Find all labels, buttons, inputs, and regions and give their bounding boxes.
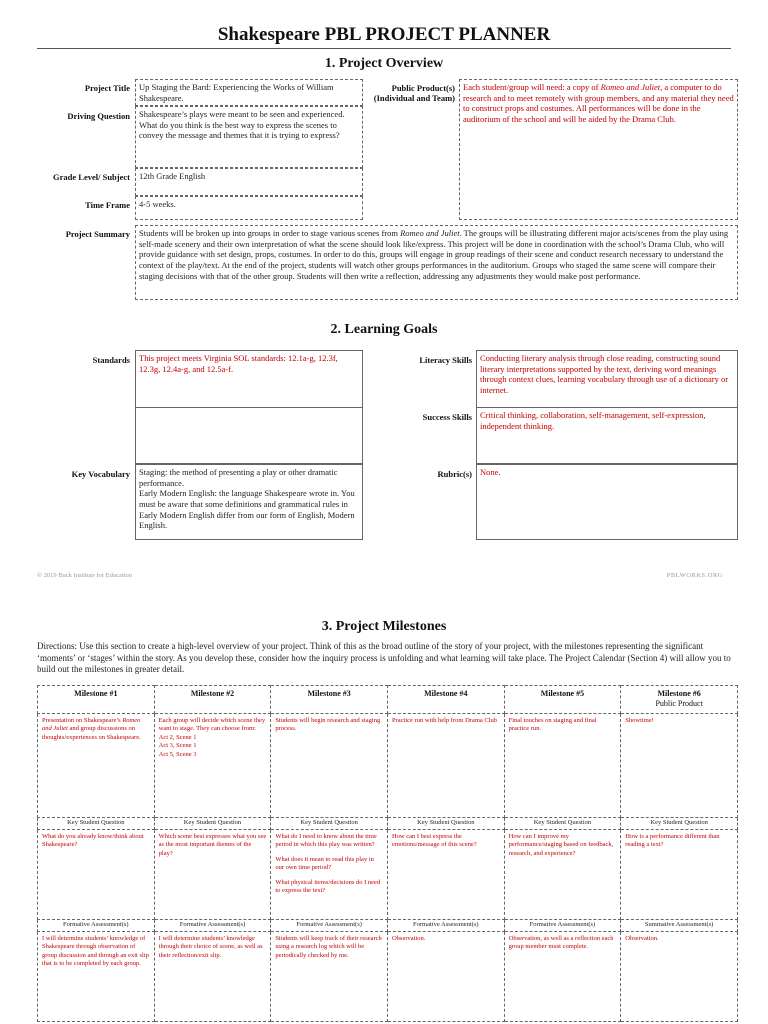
- key-vocabulary-box[interactable]: [135, 464, 363, 540]
- m2-act-2: Act 3, Scene 1: [158, 742, 197, 750]
- time-frame-box[interactable]: 4-5 weeks.: [135, 196, 363, 220]
- ksq-label-2: Key Student Question: [154, 817, 271, 829]
- success-skills-label: Success Skills: [422, 412, 472, 422]
- milestone-2-description[interactable]: [154, 713, 271, 817]
- literacy-skills-box[interactable]: Conducting literary analysis through close reading, constructing sound literary interpretations supported by the text, deriving word meanings through context clues, learning vocabulary through use of a dictionary or internet.: [476, 350, 738, 408]
- key-student-question-content-row: [38, 829, 738, 919]
- standards-extra-box[interactable]: [135, 407, 363, 464]
- fa-label-3: Formative Assessment(s): [271, 919, 388, 931]
- ksq-m3-q3: What physical items/decisions do I need to express the text?: [275, 878, 381, 894]
- success-skills-box[interactable]: Critical thinking, collaboration, self-management, self-expression, independent thinking.: [476, 407, 738, 464]
- ksq-label-6: Key Student Question: [621, 817, 738, 829]
- milestone-1-header: Milestone #1: [38, 686, 155, 714]
- site-footer: PBLWORKS.ORG: [666, 572, 723, 579]
- grade-level-label: Grade Level/ Subject: [53, 172, 130, 182]
- milestone-6-description[interactable]: Showtime!: [621, 713, 738, 817]
- ksq-label-5: Key Student Question: [504, 817, 621, 829]
- ksq-m3-q1: What do I need to know about the time period in which this play was written?: [275, 832, 377, 849]
- summary-text-1: Students will be broken up into groups in order to stage various scenes from: [139, 228, 401, 238]
- m1-text-1: Presentation on Shakespeare’s: [42, 716, 123, 724]
- ksq-label-1: Key Student Question: [38, 817, 155, 829]
- ksq-milestone-4[interactable]: How can I best express the emotions/message of this scene?: [387, 829, 504, 919]
- milestone-6-header: [621, 686, 738, 714]
- m2-text: Each group will decide which scene they want to stage. They can choose from:: [158, 716, 266, 733]
- summary-text-2: . The groups will be illustrating different major acts/scenes from the play using self-made scenery and their own interpretation of what the scene should look like/express. This project will be done in coordination with the school’s Drama Club, who will provide guidance with set design, props, costumes. In order to do this, groups will engage in group readings of their scene and conduct research necessary to understand the context of the play/text. At the end of the project, students will watch other groups performances in the auditorium. Groups who staged the same scene will compare their staging decisions with that of the other group. Students will then write a reflection, addressing any adjustments they would make post performance.: [139, 228, 729, 281]
- m1-text-2: and group discussions on thoughts/experiences on Shakespeare.: [42, 725, 141, 741]
- rubrics-box[interactable]: None.: [476, 464, 738, 540]
- ksq-label-4: Key Student Question: [387, 817, 504, 829]
- driving-question-label: Driving Question: [67, 111, 130, 121]
- public-product-box[interactable]: [459, 79, 738, 220]
- milestone-5-description[interactable]: Final touches on staging and final practice run.: [504, 713, 621, 817]
- public-product-title: Romeo and Juliet: [600, 82, 661, 92]
- public-product-text-1: Each student/group will need: a copy of: [463, 82, 601, 92]
- milestone-6-title: Milestone #6: [657, 689, 701, 698]
- m1-play-title: Romeo and Juliet: [42, 716, 141, 733]
- fa-label-2: Formative Assessment(s): [154, 919, 271, 931]
- title-divider: [37, 48, 731, 49]
- milestone-3-header: Milestone #3: [271, 686, 388, 714]
- milestone-6-subtitle: Public Product: [655, 699, 703, 709]
- section-2-heading: 2. Learning Goals: [330, 322, 438, 337]
- fa-milestone-1[interactable]: I will determine students’ knowledge of Shakespeare through observation of group discussion and through an exit slip that is to be completed by each group.: [38, 931, 155, 1021]
- fa-label-1: Formative Assessment(s): [38, 919, 155, 931]
- vocab-early-modern-english: Early Modern English: the language Shakespeare wrote in. You must be aware that some definitions and grammatical rules in Early Modern English differ from our form of English, Modern English.: [139, 488, 355, 531]
- m2-act-3: Act 5, Scene 3: [158, 750, 197, 758]
- milestone-directions: Directions: Use this section to create a high-level overview of your project. Think of this as the broad outline of the story of your project, with the milestones representing the significant ‘moments’ or ‘stages’ within the story. As you develop these, consider how the inquiry process is unfolding and what learning will take place. The Project Calendar (Section 4) will allow you to build out the milestones in greater detail.: [37, 641, 731, 675]
- key-vocabulary-label: Key Vocabulary: [71, 469, 130, 479]
- milestone-4-header: Milestone #4: [387, 686, 504, 714]
- assessment-row: [38, 919, 738, 931]
- ksq-m3-q2: What does it mean to read this play in our own time period?: [275, 855, 374, 872]
- rubrics-label: Rubric(s): [437, 469, 472, 479]
- milestone-5-header: Milestone #5: [504, 686, 621, 714]
- fa-milestone-4[interactable]: Observation.: [387, 931, 504, 1021]
- sa-label-6: Summative Assessment(s): [621, 919, 738, 931]
- driving-question-box[interactable]: Shakespeare’s plays were meant to be seen and experienced. What do you think is the best way to express the scenes to convey the message and themes that it is trying to express?: [135, 106, 363, 168]
- project-summary-label: Project Summary: [65, 229, 130, 239]
- ksq-milestone-1[interactable]: What do you already know/think about Shakespeare?: [38, 829, 155, 919]
- standards-label: Standards: [92, 355, 130, 365]
- ksq-milestone-5[interactable]: How can I improve my performance/staging based on feedback, research, and experience?: [504, 829, 621, 919]
- copyright-footer: © 2019 Buck Institute for Education: [37, 572, 133, 579]
- milestone-2-header: Milestone #2: [154, 686, 271, 714]
- section-1-heading: 1. Project Overview: [324, 56, 444, 71]
- project-title-box[interactable]: Up Staging the Bard: Experiencing the Works of William Shakespeare.: [135, 79, 363, 106]
- vocab-staging: Staging: the method of presenting a play or other dramatic performance.: [139, 467, 338, 488]
- fa-label-5: Formative Assessment(s): [504, 919, 621, 931]
- fa-label-4: Formative Assessment(s): [387, 919, 504, 931]
- section-3-heading: 3. Project Milestones: [321, 619, 447, 634]
- ksq-milestone-2[interactable]: Which scene best expresses what you see as the most important themes of the play?: [154, 829, 271, 919]
- fa-milestone-5[interactable]: Observation, as well as a reflection each group member must complete.: [504, 931, 621, 1021]
- project-title-label: Project Title: [84, 83, 130, 93]
- literacy-skills-label: Literacy Skills: [419, 355, 472, 365]
- assessment-content-row: [38, 931, 738, 1021]
- m2-act-1: Act 2, Scene 1: [158, 733, 197, 741]
- milestone-description-row: [38, 713, 738, 817]
- ksq-milestone-3[interactable]: [271, 829, 388, 919]
- grade-level-box[interactable]: 12th Grade English: [135, 168, 363, 196]
- sa-milestone-6[interactable]: Observation.: [621, 931, 738, 1021]
- milestone-3-description[interactable]: Students will begin research and staging process.: [271, 713, 388, 817]
- milestone-1-description[interactable]: [38, 713, 155, 817]
- project-summary-box[interactable]: [135, 225, 738, 300]
- key-student-question-row: [38, 817, 738, 829]
- ksq-label-3: Key Student Question: [271, 817, 388, 829]
- public-product-label: Public Product(s) (Individual and Team): [373, 83, 455, 104]
- fa-milestone-3[interactable]: Students will keep track of their research using a research log which will be periodically checked by me.: [271, 931, 388, 1021]
- standards-box[interactable]: This project meets Virginia SOL standards: 12.1a-g, 12.3f, 12.3g, 12.4a-g, and 12.5a-f.: [135, 350, 363, 408]
- ksq-milestone-6[interactable]: How is a performance different than reading a text?: [621, 829, 738, 919]
- milestone-4-description[interactable]: Practice run with help from Drama Club: [387, 713, 504, 817]
- fa-milestone-2[interactable]: I will determine students’ knowledge through their choice of scene, as well as their reflection/exit slip.: [154, 931, 271, 1021]
- time-frame-label: Time Frame: [85, 200, 130, 210]
- document-title: Shakespeare PBL PROJECT PLANNER: [217, 24, 551, 45]
- public-product-text-2: , a computer to do research and to meet remotely with group members, and any material they need to construct props and costumes. All performances will be done in the auditorium of the school and will be aided by the Drama Club.: [463, 82, 734, 124]
- milestones-table: [37, 685, 738, 1022]
- milestone-header-row: [38, 686, 738, 714]
- summary-play-title: Romeo and Juliet: [400, 228, 460, 238]
